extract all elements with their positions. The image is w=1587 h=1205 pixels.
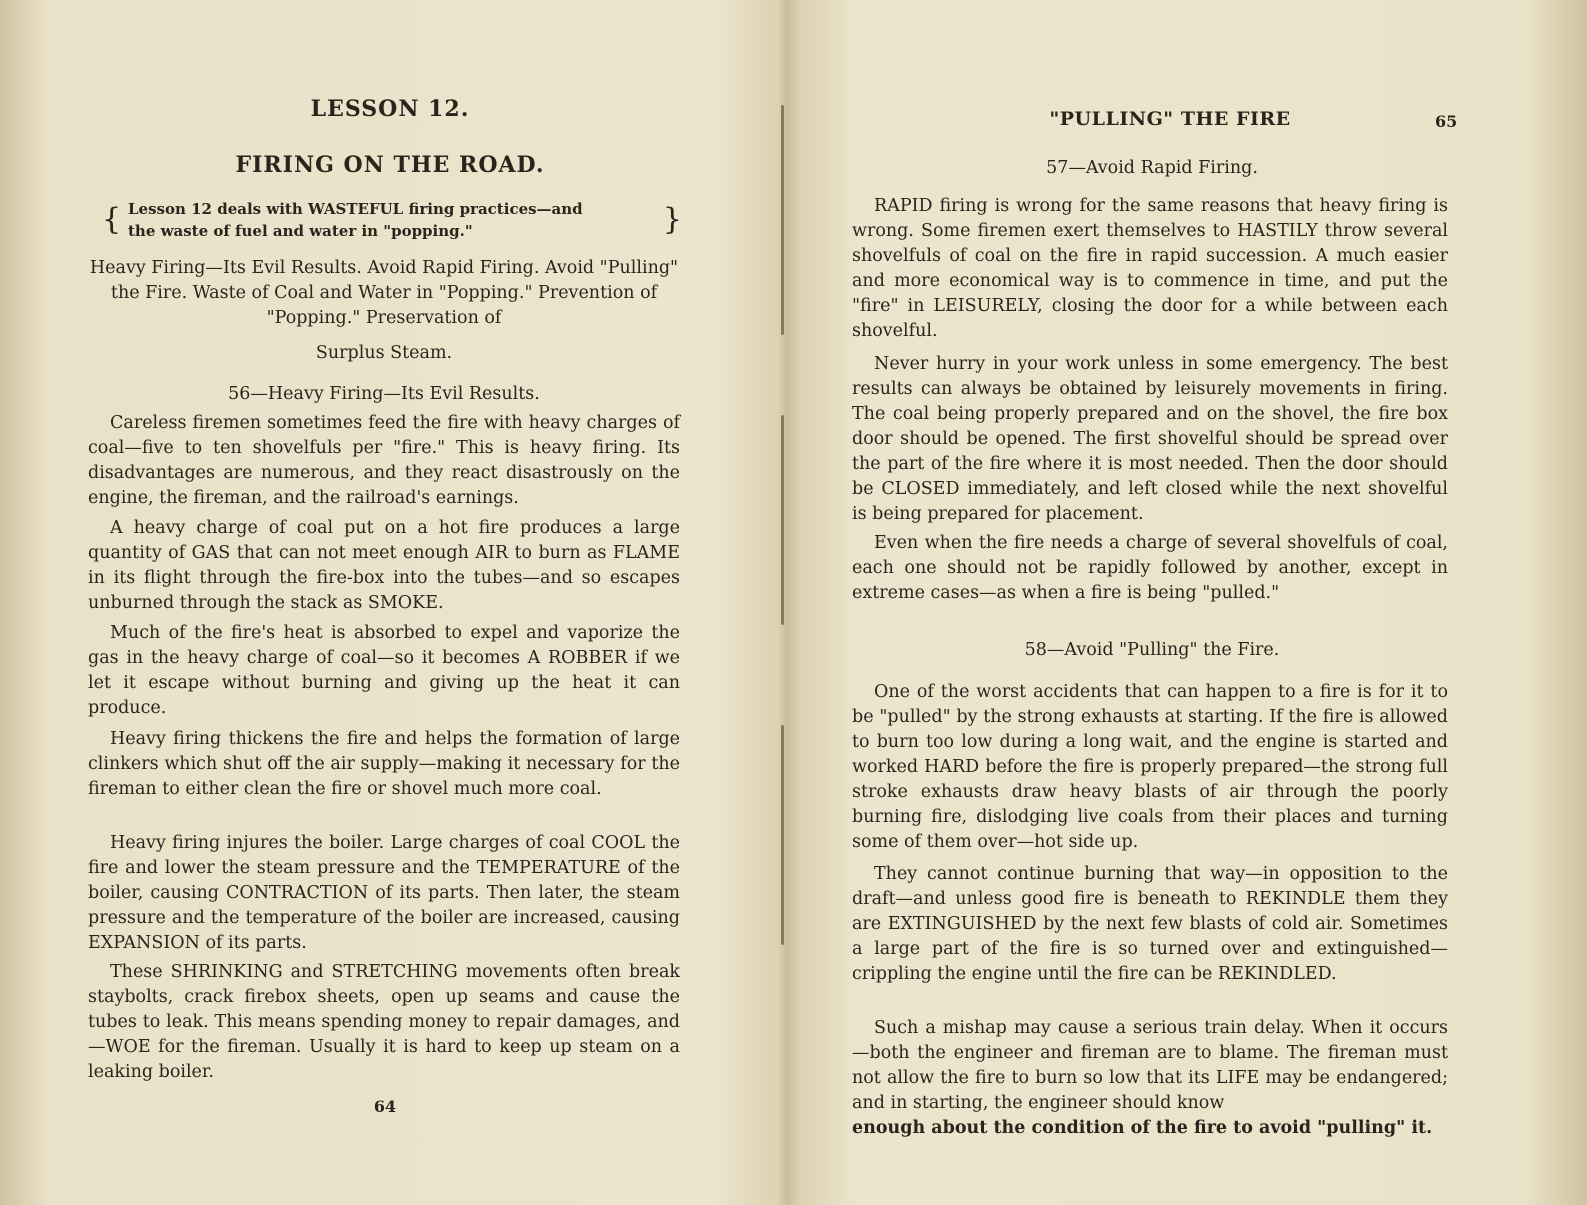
lesson-summary — [88, 256, 680, 366]
section-57-paragraph: Even when the fire needs a charge of several shovelfuls of coal, each one should not be rapidly followed by another, except in extreme cases—as when a fire is being "pulled." — [852, 533, 1448, 603]
section-58-paragraph: Such a mishap may cause a serious train delay. When it occurs—both the engineer and fireman are to blame. The fireman must not allow the fire to burn so low that its LIFE may be endangered; and in starting, the engineer should know — [852, 1018, 1448, 1113]
section-58-paragraph: They cannot continue burning that way—in opposition to the draft—and unless good fire is beneath to REKINDLE them they are EXTINGUISHED by the next few blasts of cold air. Sometimes a large part of the fire is so turned over and extinguished—crippling the engine until the fire can be REKINDLED. — [852, 864, 1448, 984]
section-57-paragraph: RAPID firing is wrong for the same reasons that heavy firing is wrong. Some firemen exert themselves to HASTILY throw several shovelfuls of coal on the fire in rapid succession. A much easier and more economical way is to commence in time, and put the "fire" in LEISURELY, closing the door for a while between each shovelful. — [852, 196, 1448, 341]
section-57-paragraph: Never hurry in your work unless in some emergency. The best results can always be obtained by leisurely movements in firing. The coal being properly prepared and on the shovel, the fire box door should be opened. The first shovelful should be spread over the part of the fire where it is most needed. Then the door should be CLOSED immediately, and left closed while the next shovelful is being prepared for placement. — [852, 354, 1448, 524]
note-line-2: the waste of fuel and water in "popping." — [128, 222, 473, 240]
section-56-paragraph: These SHRINKING and STRETCHING movements often break staybolts, crack firebox sheets, open up seams and cause the tubes to leak. This means spending money to repair damages, and—WOE for the fireman. Usually it is hard to keep up steam on a leaking boiler. — [88, 962, 680, 1082]
left-brace-icon: { — [102, 202, 122, 237]
section-58-paragraph: One of the worst accidents that can happen to a fire is for it to be "pulled" by the strong exhausts at starting. If the fire is allowed to burn too low during a long wait, and the engine is started and worked HARD before the fire is properly prepared—the strong full stroke exhausts draw heavy blasts of air through the poorly burning fire, dislodging live coals from their places and turning some of them over—hot side up. — [852, 682, 1448, 852]
lesson-note — [102, 198, 682, 242]
lesson-header: LESSON 12. — [310, 96, 470, 122]
section-56-paragraph: Careless firemen sometimes feed the fire with heavy charges of coal—five to ten shovelfuls per "fire." This is heavy firing. Its disadvantages are numerous, and they react disastrously on the engine, the fireman, and the railroad's earnings. — [88, 413, 680, 508]
section-56-paragraph: Heavy firing thickens the fire and helps the formation of large clinkers which shut off the air supply—making it necessary for the fireman to either clean the fire or shovel much more coal. — [88, 729, 680, 799]
section-58-paragraph-end: enough about the condition of the fire to avoid "pulling" it. — [852, 1118, 1433, 1138]
right-brace-icon: } — [662, 202, 682, 237]
page-number: 65 — [1435, 112, 1458, 131]
left-page — [0, 0, 790, 1205]
running-head: "PULLING" THE FIRE — [1049, 108, 1291, 130]
section-56-paragraph: Heavy firing injures the boiler. Large charges of coal COOL the fire and lower the steam pressure and the TEMPERATURE of the boiler, causing CONTRACTION of its parts. Then later, the steam pressure and the temperature of the boiler are increased, causing EXPANSION of its parts. — [88, 833, 680, 953]
section-56-paragraph: Much of the fire's heat is absorbed to expel and vaporize the gas in the heavy charge of coal—so it becomes A ROBBER if we let it escape without burning and giving up the heat it can produce. — [88, 623, 680, 718]
summary-tail: Surplus Steam. — [315, 343, 453, 363]
section-56-paragraph: A heavy charge of coal put on a hot fire produces a large quantity of GAS that can not meet enough AIR to burn as FLAME in its flight through the fire-box into the tubes—and so escapes unburned through the stack as SMOKE. — [88, 518, 680, 613]
section-57-heading: 57—Avoid Rapid Firing. — [1046, 158, 1258, 178]
lesson-title: FIRING ON THE ROAD. — [235, 152, 545, 178]
summary-text: Heavy Firing—Its Evil Results. Avoid Rapid Firing. Avoid "Pulling" the Fire. Waste of Coal and Water in "Popping." Prevention of "Popping." Preservation of — [89, 258, 679, 328]
right-page — [790, 0, 1587, 1205]
section-56-heading: 56—Heavy Firing—Its Evil Results. — [228, 384, 540, 404]
section-58-heading: 58—Avoid "Pulling" the Fire. — [1024, 640, 1280, 660]
page-number: 64 — [373, 1097, 397, 1116]
note-line-1: Lesson 12 deals with WASTEFUL firing practices—and — [128, 200, 583, 218]
